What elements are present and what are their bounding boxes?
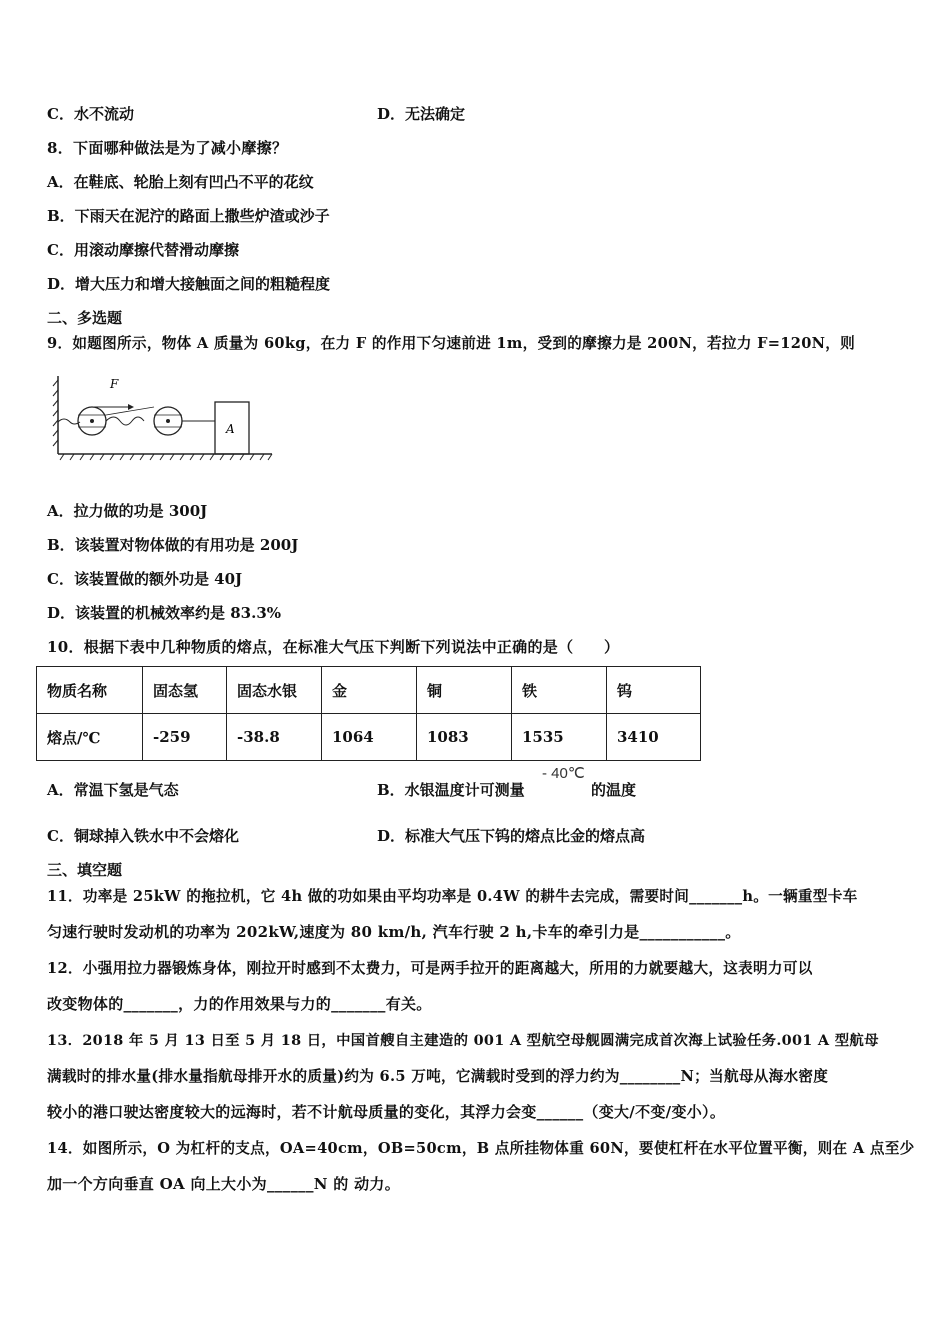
q13-line-1: 13．2018 年 5 月 13 日至 5 月 18 日，中国首艘自主建造的 001 A 型航空母舰圆满完成首次海上试验任务.001 A 型航母 [47,1032,879,1049]
q8-option-c: C．用滚动摩擦代替滑动摩擦 [47,241,239,259]
q9-option-a: A．拉力做的功是 300J [47,502,208,520]
q13-line-3: 较小的港口驶达密度较大的远海时，若不计航母质量的变化，其浮力会变______（变大/不变/变小）。 [47,1103,726,1121]
melting-point-table [36,666,701,761]
q12-line-1: 12．小强用拉力器锻炼身体，刚拉开时感到不太费力，可是两手拉开的距离越大，所用的力就要越大，这表明力可以 [47,960,813,977]
section-fill-blank-heading: 三、填空题 [47,861,123,879]
q10-option-b-suffix: 的温度 [591,781,637,799]
q10-stem: 10．根据下表中几种物质的熔点，在标准大气压下判断下列说法中正确的是（ ） [47,638,620,656]
table-cell: 熔点/℃ [37,714,143,761]
q10-option-b-temperature: - 40℃ [542,765,585,782]
q7-option-c: C．水不流动 [47,105,134,123]
q9-option-c: C．该装置做的额外功是 40J [47,570,243,588]
table-cell: 固态水银 [227,667,322,714]
q11-line-1: 11．功率是 25kW 的拖拉机，它 4h 做的功如果由平均功率是 0.4W 的耕牛去完成，需要时间_______h。一辆重型卡车 [47,888,858,905]
block-label: A [226,422,235,436]
q9-option-d: D．该装置的机械效率约是 83.3% [47,604,282,622]
table-cell: 1083 [417,714,512,761]
section-multi-choice-heading: 二、多选题 [47,309,123,327]
q12-line-2: 改变物体的_______，力的作用效果与力的_______有关。 [47,995,432,1013]
q10-option-c: C．铜球掉入铁水中不会熔化 [47,827,239,845]
table-cell: 3410 [607,714,701,761]
q7-option-d: D．无法确定 [377,105,466,123]
q13-line-2: 满载时的排水量(排水量指航母排开水的质量)约为 6.5 万吨，它满载时受到的浮力约为________N；当航母从海水密度 [47,1068,829,1085]
table-header-row [37,667,701,714]
pulley-diagram [50,372,275,464]
q8-option-a: A．在鞋底、轮胎上刻有凹凸不平的花纹 [47,173,314,191]
q10-option-a: A．常温下氢是气态 [47,781,179,799]
table-cell: -38.8 [227,714,322,761]
table-cell: 1064 [322,714,417,761]
table-cell: -259 [143,714,227,761]
q8-option-d: D．增大压力和增大接触面之间的粗糙程度 [47,275,331,293]
table-cell: 固态氢 [143,667,227,714]
table-cell: 钨 [607,667,701,714]
q9-stem: 9．如题图所示，物体 A 质量为 60kg，在力 F 的作用下匀速前进 1m，受到的摩擦力是 200N，若拉力 F=120N，则 [47,335,856,352]
q9-option-b: B．该装置对物体做的有用功是 200J [47,536,299,554]
q10-option-d: D．标准大气压下钨的熔点比金的熔点高 [377,827,646,845]
table-cell: 铜 [417,667,512,714]
q10-option-b-prefix: B．水银温度计可测量 [377,781,525,799]
table-cell: 1535 [512,714,607,761]
force-label: F [110,377,119,391]
q14-line-2: 加一个方向垂直 OA 向上大小为______N 的 动力。 [47,1175,401,1193]
q14-line-1: 14．如图所示，O 为杠杆的支点，OA=40cm，OB=50cm，B 点所挂物体重 60N，要使杠杆在水平位置平衡，则在 A 点至少 [47,1140,915,1157]
table-cell: 物质名称 [37,667,143,714]
table-cell: 金 [322,667,417,714]
table-row [37,714,701,761]
q8-option-b: B．下雨天在泥泞的路面上撒些炉渣或沙子 [47,207,330,225]
table-cell: 铁 [512,667,607,714]
q8-stem: 8．下面哪种做法是为了减小摩擦？ [47,139,288,157]
q11-line-2: 匀速行驶时发动机的功率为 202kW,速度为 80 km/h, 汽车行驶 2 h,卡车的牵引力是___________。 [47,923,741,941]
